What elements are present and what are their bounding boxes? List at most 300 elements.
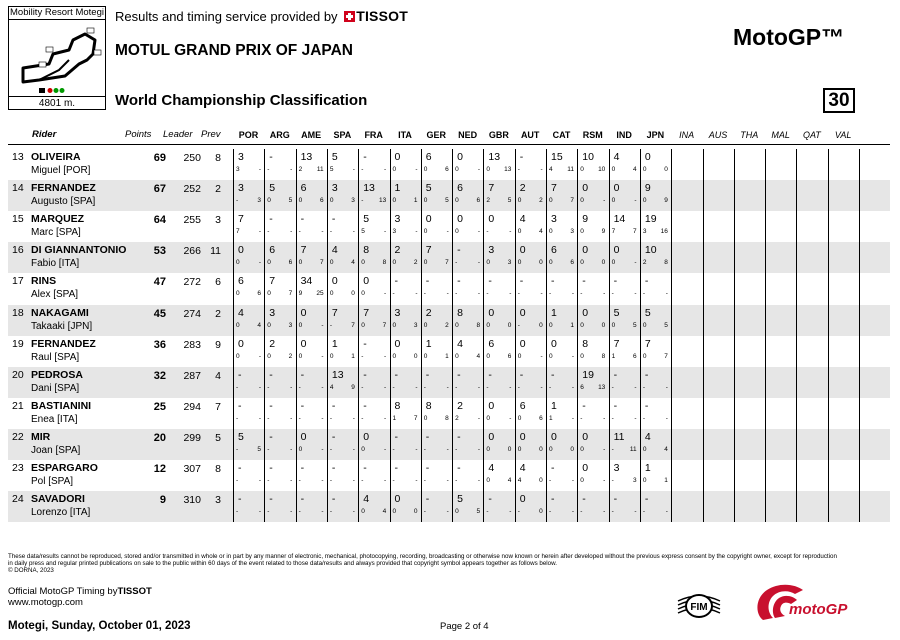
sprint-race-breakdown: 0 - xyxy=(423,228,449,236)
sprint-race-breakdown: 0 1 xyxy=(642,477,668,484)
column-divider xyxy=(640,149,641,522)
sprint-race-breakdown: 0 4 xyxy=(455,352,481,360)
sprint-race-breakdown: 0 4 xyxy=(236,321,261,329)
race-points: 13 xyxy=(331,368,344,381)
result-cell xyxy=(515,180,546,211)
result-cell xyxy=(421,149,452,180)
table-row xyxy=(8,429,890,460)
race-points: 2 xyxy=(269,337,276,350)
sprint-race-breakdown: 0 - xyxy=(298,321,324,329)
race-points: - xyxy=(613,399,618,412)
location-date: Motegi, Sunday, October 01, 2023 xyxy=(8,620,191,632)
result-cell xyxy=(452,336,483,367)
sprint-race-breakdown: - 0 xyxy=(517,508,543,516)
sprint-race-breakdown: 0 - xyxy=(361,290,387,298)
result-cell xyxy=(421,491,452,522)
sprint-race-breakdown: - - xyxy=(423,508,449,516)
race-points: 0 xyxy=(551,430,557,443)
rider-last-name: BASTIANINI xyxy=(31,399,92,412)
race-points: - xyxy=(394,368,398,381)
race-points: - xyxy=(457,462,461,474)
race-points: - xyxy=(425,368,430,381)
race-points: 5 xyxy=(269,182,276,195)
result-cell xyxy=(609,273,640,304)
sprint-race-breakdown: 0 7 xyxy=(642,352,668,360)
sprint-race-breakdown: - 5 xyxy=(236,445,261,453)
sprint-race-breakdown: - - xyxy=(549,290,574,298)
result-cell xyxy=(390,398,421,429)
sprint-race-breakdown: - - xyxy=(580,508,606,516)
result-cell xyxy=(546,242,577,273)
rider-first-name: Alex [SPA] xyxy=(31,289,79,301)
header-divider xyxy=(8,144,890,145)
race-points: 3 xyxy=(394,306,401,319)
sprint-race-breakdown: - - xyxy=(267,228,293,236)
sprint-race-breakdown: - - xyxy=(361,166,387,173)
result-cell xyxy=(327,305,358,336)
race-points: 7 xyxy=(613,337,620,350)
result-cell xyxy=(452,149,483,180)
header-gp-fra: FRA xyxy=(364,130,383,140)
sprint-race-breakdown: - - xyxy=(642,414,668,422)
race-points: 0 xyxy=(488,399,495,412)
header-gp-aus: AUS xyxy=(708,130,728,140)
result-cell xyxy=(233,211,264,242)
race-points: 0 xyxy=(519,306,526,319)
sprint-race-breakdown: 0 - xyxy=(517,352,543,360)
result-cell xyxy=(327,336,358,367)
race-points: 3 xyxy=(238,151,244,163)
sprint-race-breakdown: 0 - xyxy=(580,197,606,205)
sprint-race-breakdown: 0 9 xyxy=(580,228,606,236)
result-cell xyxy=(296,242,327,273)
result-cell xyxy=(609,180,640,211)
result-cell xyxy=(483,305,514,336)
sprint-race-breakdown: - - xyxy=(517,166,543,173)
race-points: 8 xyxy=(363,244,370,257)
rider-points: 36 xyxy=(153,338,166,351)
race-points: 3 xyxy=(613,462,620,474)
sprint-race-breakdown: 0 - xyxy=(455,228,481,236)
result-cell xyxy=(640,242,671,273)
header-gp-ger: GER xyxy=(426,130,447,140)
sprint-race-breakdown: 0 5 xyxy=(423,197,449,205)
result-cell xyxy=(515,242,546,273)
race-points: 1 xyxy=(551,306,557,319)
race-points: 5 xyxy=(425,182,432,195)
sprint-race-breakdown: 0 1 xyxy=(329,352,355,360)
column-divider xyxy=(233,149,234,522)
timing-service-line xyxy=(115,8,408,24)
race-points: - xyxy=(519,368,524,381)
result-cell xyxy=(358,460,389,491)
result-cell xyxy=(577,149,608,180)
sprint-race-breakdown: - - xyxy=(329,508,355,516)
result-cell xyxy=(577,242,608,273)
race-points: - xyxy=(331,430,336,443)
result-cell xyxy=(264,491,295,522)
result-cell xyxy=(390,367,421,398)
result-cell xyxy=(577,429,608,460)
timing-credit xyxy=(8,586,152,608)
rider-first-name: Enea [ITA] xyxy=(31,413,78,425)
column-divider xyxy=(828,149,829,522)
sprint-race-breakdown: 2 - xyxy=(455,414,481,422)
result-cell xyxy=(483,242,514,273)
rider-gap-prev: 2 xyxy=(215,307,221,320)
race-points: - xyxy=(238,493,242,506)
race-points: - xyxy=(331,399,336,412)
race-points: 4 xyxy=(519,213,526,226)
sprint-race-breakdown: 1 6 xyxy=(611,352,637,360)
sprint-race-breakdown: - - xyxy=(486,383,512,391)
race-points: 1 xyxy=(425,337,432,350)
sprint-race-breakdown: - - xyxy=(611,508,637,516)
sprint-race-breakdown: 0 13 xyxy=(486,166,512,173)
sprint-race-breakdown: - 7 xyxy=(329,321,355,329)
result-cell xyxy=(546,429,577,460)
result-cell xyxy=(233,336,264,367)
sprint-race-breakdown: 0 0 xyxy=(392,508,418,516)
race-points: 0 xyxy=(394,151,401,163)
result-cell xyxy=(421,211,452,242)
race-points: 7 xyxy=(238,213,244,226)
result-cell xyxy=(609,336,640,367)
race-points: 0 xyxy=(582,182,589,195)
sprint-race-breakdown: - - xyxy=(549,508,574,516)
rider-points: 32 xyxy=(153,369,166,382)
header-prev: Prev xyxy=(201,129,221,140)
rider-last-name: FERNANDEZ xyxy=(31,337,96,350)
result-cell xyxy=(640,180,671,211)
race-points: 34 xyxy=(300,275,313,288)
race-points: 4 xyxy=(613,151,620,163)
race-points: - xyxy=(644,399,649,412)
sprint-race-breakdown: 3 - xyxy=(236,166,261,173)
result-cell xyxy=(515,398,546,429)
sprint-race-breakdown: - - xyxy=(267,445,293,453)
sprint-race-breakdown: 0 - xyxy=(580,477,606,484)
sprint-race-breakdown: - - xyxy=(580,414,606,422)
race-points: 1 xyxy=(551,399,557,412)
column-divider xyxy=(515,149,516,522)
rider-position: 15 xyxy=(12,213,24,226)
sprint-race-breakdown: 6 13 xyxy=(580,383,606,391)
result-cell xyxy=(296,429,327,460)
sprint-race-breakdown: 0 5 xyxy=(642,321,668,329)
rider-last-name: FERNANDEZ xyxy=(31,182,96,195)
sprint-race-breakdown: 0 4 xyxy=(329,259,355,267)
race-points: 0 xyxy=(519,430,526,443)
result-cell xyxy=(390,336,421,367)
column-divider xyxy=(765,149,766,522)
race-points: 6 xyxy=(457,182,463,195)
race-points: - xyxy=(488,493,492,506)
result-cell xyxy=(421,305,452,336)
result-cell xyxy=(390,460,421,491)
result-cell xyxy=(264,398,295,429)
result-cell xyxy=(358,367,389,398)
race-points: 5 xyxy=(457,493,463,506)
header-gp-ina: INA xyxy=(679,130,695,140)
result-cell xyxy=(358,211,389,242)
race-points: 0 xyxy=(457,213,463,226)
race-points: - xyxy=(363,462,367,474)
race-points: 5 xyxy=(331,151,338,163)
result-cell xyxy=(546,367,577,398)
circuit-box xyxy=(8,6,106,110)
rider-last-name: SAVADORI xyxy=(31,493,85,506)
rider-last-name: MIR xyxy=(31,430,51,443)
result-cell xyxy=(483,211,514,242)
result-cell xyxy=(358,242,389,273)
race-points: 6 xyxy=(238,275,244,288)
race-points: - xyxy=(394,462,398,474)
race-points: 6 xyxy=(425,151,432,163)
rider-points: 20 xyxy=(153,431,166,444)
column-divider xyxy=(358,149,359,522)
sprint-race-breakdown: 0 4 xyxy=(361,508,387,516)
column-divider xyxy=(546,149,547,522)
column-divider xyxy=(483,149,484,522)
sprint-race-breakdown: - - xyxy=(423,383,449,391)
race-points: 0 xyxy=(488,306,495,319)
sprint-race-breakdown: - - xyxy=(392,477,418,484)
race-points: 3 xyxy=(394,213,401,226)
rider-first-name: Dani [SPA] xyxy=(31,382,80,394)
race-points: 13 xyxy=(363,182,375,195)
header-gp-cat: CAT xyxy=(552,130,571,140)
result-cell xyxy=(233,429,264,460)
result-cell xyxy=(452,460,483,491)
result-cell xyxy=(327,211,358,242)
race-points: 0 xyxy=(394,337,401,350)
result-cell xyxy=(421,242,452,273)
timing-line: Official MotoGP Timing by xyxy=(8,586,118,597)
rider-gap-leader: 287 xyxy=(183,369,201,382)
race-points: 8 xyxy=(457,306,463,319)
sprint-race-breakdown: 0 - xyxy=(549,352,574,360)
sprint-race-breakdown: 0 5 xyxy=(611,321,637,329)
sprint-race-breakdown: - - xyxy=(455,445,481,453)
sprint-race-breakdown: - - xyxy=(236,383,261,391)
result-cell xyxy=(577,336,608,367)
result-cell xyxy=(452,180,483,211)
column-divider xyxy=(264,149,265,522)
sprint-race-breakdown: - - xyxy=(298,383,324,391)
sprint-race-breakdown: - - xyxy=(329,477,355,484)
sprint-race-breakdown: 0 - xyxy=(298,445,324,453)
rider-first-name: Joan [SPA] xyxy=(31,444,81,456)
sprint-race-breakdown: 0 8 xyxy=(361,259,387,267)
rider-position: 18 xyxy=(12,306,24,319)
rider-gap-leader: 252 xyxy=(183,183,201,196)
sprint-race-breakdown: 4 0 xyxy=(517,477,543,484)
fim-logo-icon xyxy=(676,587,722,625)
timing-brand: TISSOT xyxy=(117,586,152,597)
result-cell xyxy=(296,211,327,242)
race-points: - xyxy=(519,151,524,163)
race-points: 2 xyxy=(519,182,526,195)
rider-gap-prev: 6 xyxy=(215,276,221,289)
race-points: - xyxy=(394,430,398,443)
table-row xyxy=(8,336,890,367)
result-cell xyxy=(546,273,577,304)
result-cell xyxy=(483,336,514,367)
race-points: 0 xyxy=(519,337,526,350)
result-cell xyxy=(609,460,640,491)
race-points: - xyxy=(613,493,618,506)
rider-points: 25 xyxy=(153,400,166,413)
sprint-race-breakdown: - - xyxy=(549,383,574,391)
rider-last-name: OLIVEIRA xyxy=(31,151,81,163)
race-points: 1 xyxy=(644,462,651,474)
rider-gap-leader: 299 xyxy=(183,431,201,444)
table-row xyxy=(8,180,890,211)
result-cell xyxy=(640,336,671,367)
rider-last-name: NAKAGAMI xyxy=(31,306,89,319)
sprint-race-breakdown: 0 5 xyxy=(455,508,481,516)
result-cell xyxy=(515,460,546,491)
sprint-race-breakdown: - - xyxy=(642,290,668,298)
race-points: - xyxy=(457,430,461,443)
sprint-race-breakdown: 0 3 xyxy=(267,321,293,329)
sprint-race-breakdown: 0 2 xyxy=(517,197,543,205)
sprint-race-breakdown: 0 1 xyxy=(423,352,449,360)
result-cell xyxy=(609,305,640,336)
table-row xyxy=(8,149,890,180)
sprint-race-breakdown: 0 - xyxy=(236,259,261,267)
result-cell xyxy=(640,429,671,460)
sprint-race-breakdown: 0 1 xyxy=(549,321,574,329)
result-cell xyxy=(546,398,577,429)
rider-points: 47 xyxy=(153,276,166,289)
page-number: Page 2 of 4 xyxy=(440,621,489,632)
result-cell xyxy=(546,211,577,242)
sprint-race-breakdown: 0 1 xyxy=(392,197,418,205)
result-cell xyxy=(421,460,452,491)
sprint-race-breakdown: 0 6 xyxy=(486,352,512,360)
race-points: 5 xyxy=(363,213,370,226)
sprint-race-breakdown: - - xyxy=(298,477,324,484)
column-divider xyxy=(859,149,860,522)
result-cell xyxy=(233,180,264,211)
result-cell xyxy=(264,336,295,367)
result-cell xyxy=(264,242,295,273)
sprint-race-breakdown: 5 - xyxy=(329,166,355,173)
race-points: 0 xyxy=(582,306,589,319)
sprint-race-breakdown: - - xyxy=(329,445,355,453)
sprint-race-breakdown: 0 - xyxy=(611,259,637,267)
result-cell xyxy=(577,180,608,211)
result-cell xyxy=(452,211,483,242)
result-cell xyxy=(327,491,358,522)
race-points: 3 xyxy=(488,244,495,257)
result-cell xyxy=(296,460,327,491)
result-cell xyxy=(358,336,389,367)
sprint-race-breakdown: - - xyxy=(392,445,418,453)
sprint-race-breakdown: - - xyxy=(517,383,543,391)
result-cell xyxy=(327,149,358,180)
table-row xyxy=(8,491,890,522)
sprint-race-breakdown: - - xyxy=(392,383,418,391)
sprint-race-breakdown: 0 - xyxy=(580,445,606,453)
result-cell xyxy=(296,336,327,367)
race-points: 4 xyxy=(644,430,651,443)
race-points: - xyxy=(238,462,242,474)
race-points: 7 xyxy=(425,244,432,257)
sprint-race-breakdown: 1 - xyxy=(549,414,574,422)
race-points: 0 xyxy=(582,430,589,443)
result-cell xyxy=(233,398,264,429)
sprint-race-breakdown: - - xyxy=(298,508,324,516)
race-points: 2 xyxy=(457,399,463,412)
tissot-brand: TISSOT xyxy=(356,8,408,24)
race-points: - xyxy=(551,462,555,474)
result-cell xyxy=(483,180,514,211)
header-gp-jpn: JPN xyxy=(646,130,665,140)
column-divider xyxy=(796,149,797,522)
race-points: 4 xyxy=(238,306,244,319)
race-points: - xyxy=(300,368,305,381)
race-points: 6 xyxy=(519,399,526,412)
sprint-race-breakdown: - - xyxy=(236,414,261,422)
race-points: 0 xyxy=(425,213,432,226)
sprint-race-breakdown: - 13 xyxy=(361,197,387,205)
sprint-race-breakdown: - - xyxy=(517,290,543,298)
race-points: 4 xyxy=(488,462,495,474)
race-points: 3 xyxy=(331,182,338,195)
race-points: 1 xyxy=(331,337,338,350)
sprint-race-breakdown: 0 6 xyxy=(423,166,449,173)
result-cell xyxy=(546,149,577,180)
table-row xyxy=(8,367,890,398)
result-cell xyxy=(264,149,295,180)
result-cell xyxy=(483,491,514,522)
rider-position: 17 xyxy=(12,275,24,288)
column-divider xyxy=(609,149,610,522)
rider-position: 20 xyxy=(12,368,24,381)
race-points: 0 xyxy=(363,430,370,443)
result-cell xyxy=(358,149,389,180)
result-cell xyxy=(452,273,483,304)
sprint-race-breakdown: 0 - xyxy=(236,352,261,360)
website-link[interactable]: www.motogp.com xyxy=(8,597,83,608)
sprint-race-breakdown: - - xyxy=(486,508,512,516)
sprint-race-breakdown: 0 3 xyxy=(549,228,574,236)
race-points: 0 xyxy=(238,337,244,350)
rider-first-name: Marc [SPA] xyxy=(31,227,81,239)
result-cell xyxy=(327,460,358,491)
result-cell xyxy=(546,305,577,336)
race-points: - xyxy=(425,462,430,474)
rider-gap-leader: 250 xyxy=(183,152,201,164)
result-cell xyxy=(515,491,546,522)
race-points: 8 xyxy=(394,399,401,412)
swiss-cross-icon xyxy=(344,11,355,22)
race-points: - xyxy=(457,275,461,288)
result-cell xyxy=(452,305,483,336)
race-points: - xyxy=(363,151,367,163)
result-cell xyxy=(640,149,671,180)
sprint-race-breakdown: 0 4 xyxy=(611,166,637,173)
race-points: - xyxy=(269,368,273,381)
sprint-race-breakdown: 0 8 xyxy=(455,321,481,329)
result-cell xyxy=(640,491,671,522)
result-cell xyxy=(327,429,358,460)
header-gp-spa: SPA xyxy=(333,130,352,140)
race-points: 0 xyxy=(519,244,526,257)
